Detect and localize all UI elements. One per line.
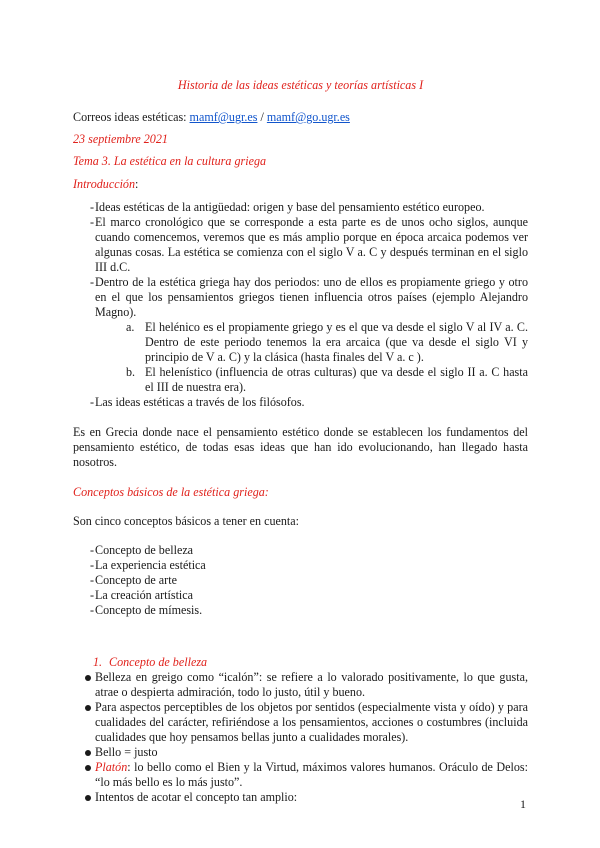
list-item — [73, 760, 528, 790]
email-link-ugr[interactable]: mamf@ugr.es — [189, 110, 258, 124]
list-item — [73, 700, 528, 745]
document-title: Historia de las ideas estéticas y teorías artísticas I — [177, 78, 424, 92]
topic-heading: Tema 3. La estética en la cultura griega — [73, 154, 267, 168]
period-item — [73, 320, 528, 365]
list-item — [73, 790, 528, 805]
bullet-text: Para aspectos perceptibles de los objetos por sentidos (especialmente vista y oído) y para cualidades del carácter, refiriéndose a los pensamientos, acciones o costumbres (incluida cualidades que hoy pensamos bellas junto a cualidades morales). — [95, 700, 528, 744]
list-item — [73, 275, 528, 395]
emails-line — [73, 110, 528, 125]
email-separator: / — [257, 110, 267, 124]
intro-heading — [73, 177, 528, 192]
beauty-bullets — [73, 670, 528, 805]
bullet-icon — [85, 750, 91, 756]
list-item: - El marco cronológico que se corresponde a esta parte es de unos ocho siglos, aunque cuando comencemos, veremos que es más amplio porque en época arcaica podemos ver algunas cosas. La estética se comienza con el siglo V a. C y después terminan en el siglo III d.C. — [73, 215, 528, 275]
period-marker: a. — [126, 320, 135, 334]
page-number: 1 — [520, 797, 526, 811]
bullet-icon — [85, 795, 91, 801]
bullet-icon — [85, 705, 91, 711]
list-item: - Ideas estéticas de la antigüedad: origen y base del pensamiento estético europeo. — [73, 200, 528, 215]
period-text: El helenístico (influencia de otras culturas) que va desde el siglo II a. C hasta el III de nuestra era). — [145, 365, 528, 394]
bullet-text: Intentos de acotar el concepto tan amplio: — [95, 790, 298, 804]
intro-heading-colon: : — [135, 177, 139, 191]
greece-paragraph: Es en Grecia donde nace el pensamiento estético donde se establecen los fundamentos del pensamiento estético, de todas esas ideas que han ido evolucionando, han llegado hasta nosotros. — [73, 425, 528, 469]
bullet-icon — [85, 765, 91, 771]
list-item: - Concepto de mímesis. — [73, 603, 528, 618]
period-item — [73, 365, 528, 395]
class-date: 23 septiembre 2021 — [73, 132, 168, 146]
section-number: 1. — [93, 655, 103, 669]
list-item — [73, 745, 528, 760]
bullet-icon — [85, 675, 91, 681]
concepts-list — [73, 543, 528, 618]
list-item: - Concepto de belleza — [73, 543, 528, 558]
concepts-heading: Conceptos básicos de la estética griega: — [73, 485, 269, 499]
bullet-text: Belleza en greigo como “icalón”: se refiere a lo valorado positivamente, lo que gusta, atrae o despierta admiración, todo lo justo, útil y bueno. — [95, 670, 528, 699]
section-heading — [73, 655, 528, 670]
concepts-lead: Son cinco conceptos básicos a tener en cuenta: — [73, 514, 300, 528]
list-item: - Concepto de arte — [73, 573, 528, 588]
list-item — [73, 670, 528, 700]
list-item: - Las ideas estéticas a través de los filósofos. — [73, 395, 528, 410]
list-item: - La creación artística — [73, 588, 528, 603]
list-item: - La experiencia estética — [73, 558, 528, 573]
bullet-text: : lo bello como el Bien y la Virtud, máximos valores humanos. Oráculo de Delos: “lo más bello es lo más justo”. — [95, 760, 528, 789]
bullet-text: Bello = justo — [95, 745, 158, 759]
intro-heading-text: Introducción — [73, 177, 136, 191]
plato-name: Platón — [95, 760, 128, 774]
period-text: El helénico es el propiamente griego y es el que va desde el siglo V al IV a. C. Dentro de este periodo tenemos la era arcaica (que va desde el siglo VI y principio de V a. C) y la clásica (hasta finales del V a. c ). — [145, 320, 528, 364]
document-page — [73, 78, 528, 805]
numbered-sections — [73, 655, 528, 670]
list-item-text: - Dentro de la estética griega hay dos periodos: uno de ellos es propiamente griego y otro en el que los pensamientos griegos tienen influencia otros países (ejemplo Alejandro Magno). — [95, 275, 528, 319]
periods-list — [73, 320, 528, 395]
email-link-go-ugr[interactable]: mamf@go.ugr.es — [266, 110, 350, 124]
emails-label: Correos ideas estéticas: — [73, 110, 190, 124]
intro-list — [73, 200, 528, 410]
period-marker: b. — [126, 365, 136, 379]
section-title: Concepto de belleza — [109, 655, 208, 669]
